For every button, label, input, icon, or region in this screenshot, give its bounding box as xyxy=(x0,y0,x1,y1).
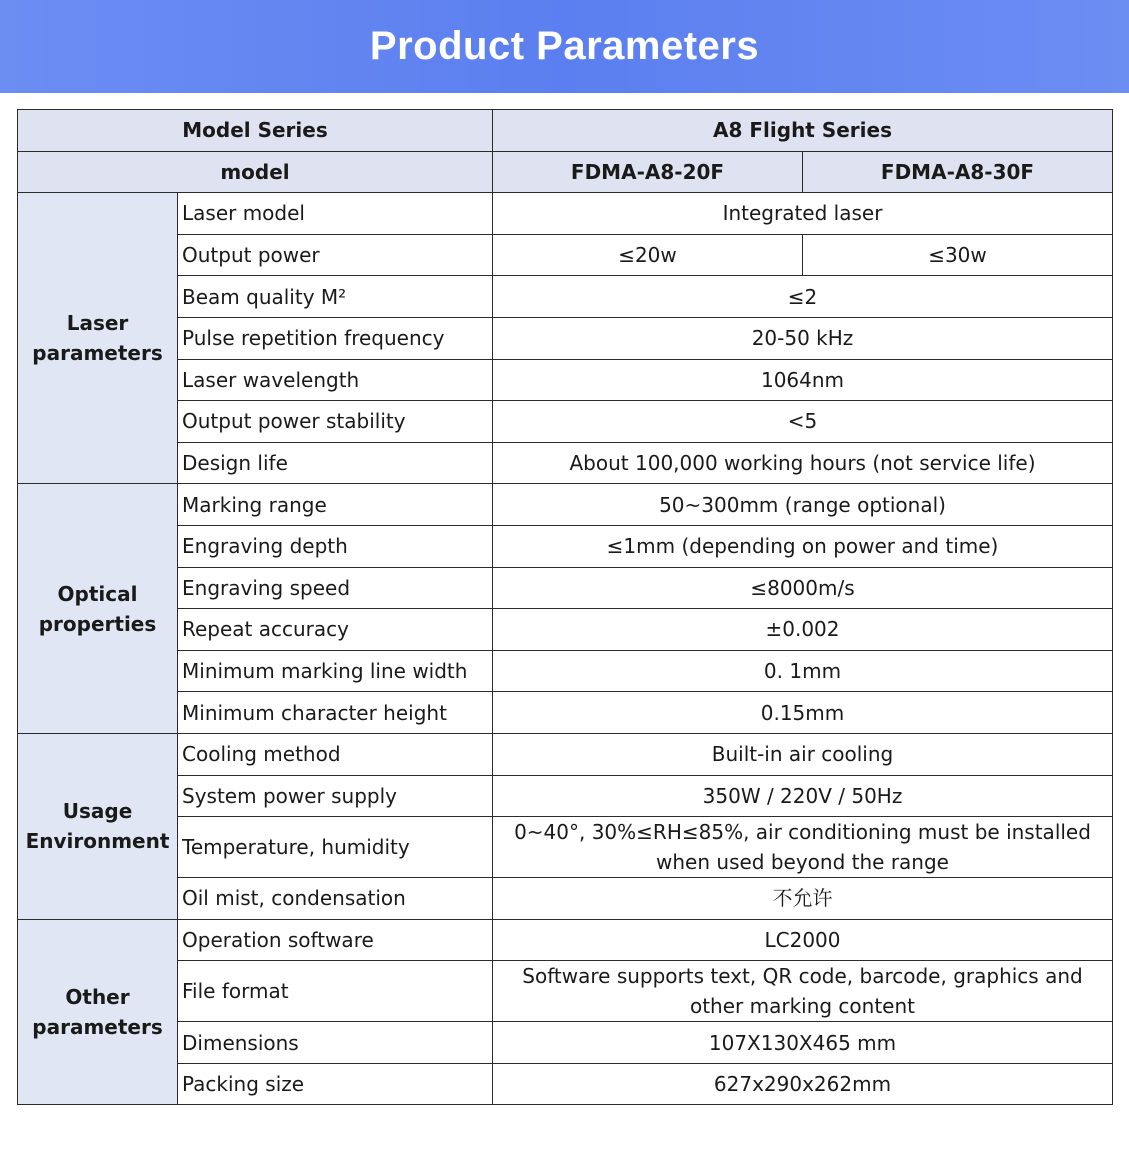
row-value: ≤2 xyxy=(493,276,1113,318)
model-series-label: Model Series xyxy=(18,110,493,152)
row-label: File format xyxy=(178,961,493,1022)
row-value: 0. 1mm xyxy=(493,650,1113,692)
title-banner xyxy=(0,0,1129,93)
table-row xyxy=(18,878,1113,920)
category-optical-properties: Optical properties xyxy=(18,484,178,734)
row-label: Laser wavelength xyxy=(178,359,493,401)
row-label: Dimensions xyxy=(178,1022,493,1064)
row-value: ±0.002 xyxy=(493,609,1113,651)
row-label: Engraving depth xyxy=(178,525,493,567)
row-value: 107X130X465 mm xyxy=(493,1022,1113,1064)
row-value: About 100,000 working hours (not service life) xyxy=(493,442,1113,484)
row-value: 0~40°, 30%≤RH≤85%, air conditioning must be installed when used beyond the range xyxy=(493,817,1113,878)
table-row xyxy=(18,650,1113,692)
header-row-model xyxy=(18,151,1113,193)
row-value: Software supports text, QR code, barcode, graphics and other marking content xyxy=(493,961,1113,1022)
row-value: ≤1mm (depending on power and time) xyxy=(493,525,1113,567)
table-row xyxy=(18,775,1113,817)
row-label: Minimum character height xyxy=(178,692,493,734)
series-name: A8 Flight Series xyxy=(493,110,1113,152)
row-value: Integrated laser xyxy=(493,193,1113,235)
table-row xyxy=(18,1063,1113,1105)
table-row xyxy=(18,317,1113,359)
model-label: model xyxy=(18,151,493,193)
row-value: <5 xyxy=(493,401,1113,443)
row-label: Oil mist, condensation xyxy=(178,878,493,920)
table-row xyxy=(18,276,1113,318)
row-value: 350W / 220V / 50Hz xyxy=(493,775,1113,817)
table-row xyxy=(18,484,1113,526)
row-label: Operation software xyxy=(178,919,493,961)
row-value: Built-in air cooling xyxy=(493,733,1113,775)
row-label: Output power stability xyxy=(178,401,493,443)
table-row xyxy=(18,359,1113,401)
row-value-30f: ≤30w xyxy=(803,234,1113,276)
table-row xyxy=(18,961,1113,1022)
table-row xyxy=(18,919,1113,961)
page-title: Product Parameters xyxy=(369,24,760,68)
header-row-series xyxy=(18,110,1113,152)
row-label: Output power xyxy=(178,234,493,276)
table-row xyxy=(18,401,1113,443)
table-row xyxy=(18,567,1113,609)
row-label: Repeat accuracy xyxy=(178,609,493,651)
row-label: Laser model xyxy=(178,193,493,235)
table-row xyxy=(18,1022,1113,1064)
row-label: Minimum marking line width xyxy=(178,650,493,692)
category-usage-environment: Usage Environment xyxy=(18,733,178,919)
row-value-20f: ≤20w xyxy=(493,234,803,276)
row-value: 627x290x262mm xyxy=(493,1063,1113,1105)
row-label: System power supply xyxy=(178,775,493,817)
table-row xyxy=(18,193,1113,235)
row-value: 1064nm xyxy=(493,359,1113,401)
row-label: Design life xyxy=(178,442,493,484)
category-laser-parameters: Laser parameters xyxy=(18,193,178,484)
row-label: Temperature, humidity xyxy=(178,817,493,878)
row-label: Marking range xyxy=(178,484,493,526)
table-row xyxy=(18,234,1113,276)
row-value: LC2000 xyxy=(493,919,1113,961)
table-row xyxy=(18,525,1113,567)
row-value: 不允许 xyxy=(493,878,1113,920)
row-value: ≤8000m/s xyxy=(493,567,1113,609)
table-row xyxy=(18,692,1113,734)
parameters-table xyxy=(17,109,1113,1105)
model-name-20f: FDMA-A8-20F xyxy=(493,151,803,193)
row-label: Engraving speed xyxy=(178,567,493,609)
row-label: Beam quality M² xyxy=(178,276,493,318)
table-row xyxy=(18,817,1113,878)
table-row xyxy=(18,609,1113,651)
row-value: 20-50 kHz xyxy=(493,317,1113,359)
row-value: 50~300mm (range optional) xyxy=(493,484,1113,526)
table-row xyxy=(18,442,1113,484)
row-label: Cooling method xyxy=(178,733,493,775)
row-value: 0.15mm xyxy=(493,692,1113,734)
row-label: Packing size xyxy=(178,1063,493,1105)
category-other-parameters: Other parameters xyxy=(18,919,178,1105)
row-label: Pulse repetition frequency xyxy=(178,317,493,359)
table-row xyxy=(18,733,1113,775)
model-name-30f: FDMA-A8-30F xyxy=(803,151,1113,193)
